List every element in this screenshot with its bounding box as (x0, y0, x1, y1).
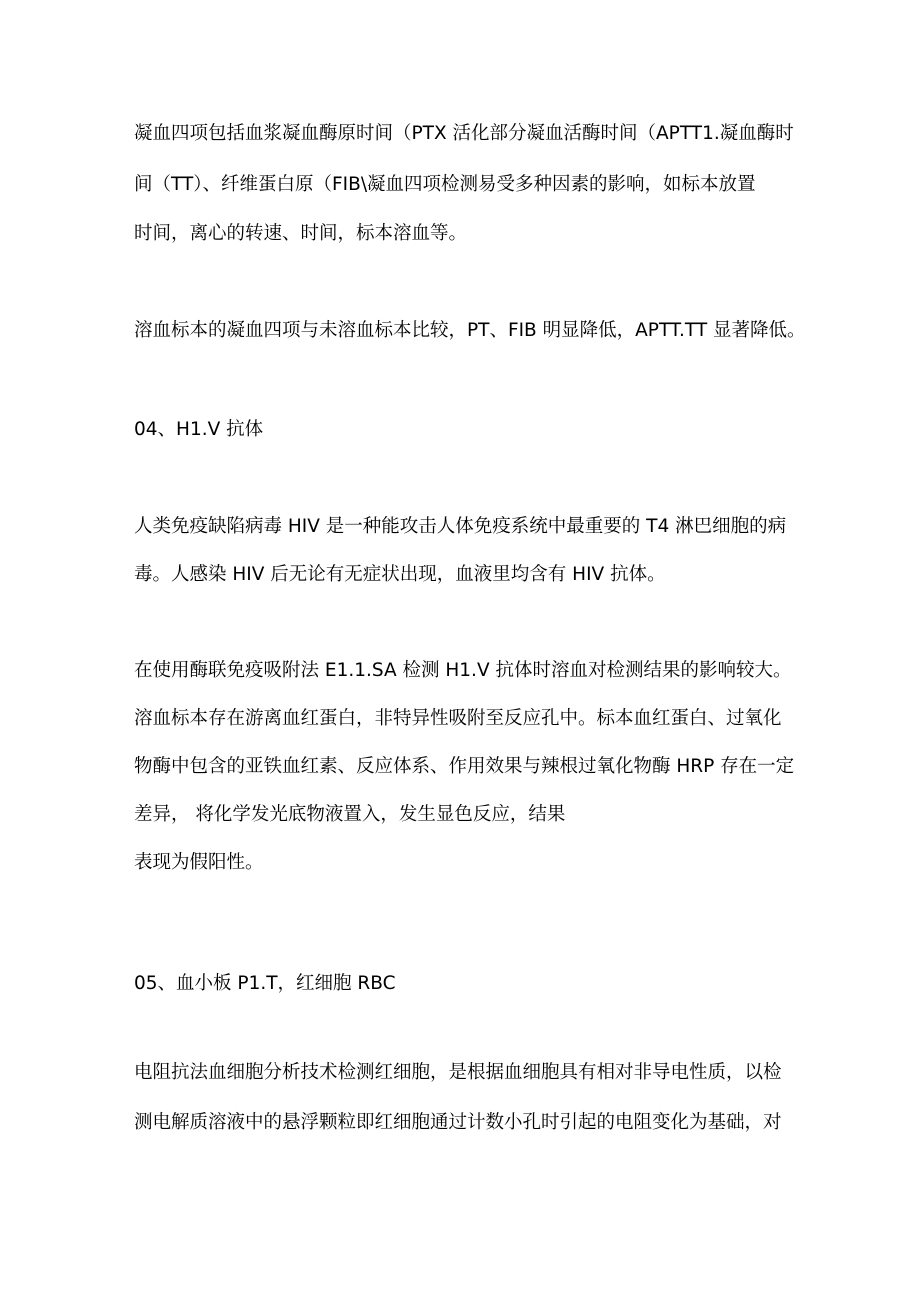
paragraph-impedance-line-1: 电阻抗法血细胞分析技术检测红细胞，是根据血细胞具有相对非导电性质，以检 (134, 1062, 782, 1083)
paragraph-hiv-line-1: 人类免疫缺陷病毒 HIV 是一种能攻击人体免疫系统中最重要的 T4 淋巴细胞的病 (134, 516, 787, 537)
paragraph-false-positive: 表现为假阳性。 (134, 852, 264, 873)
paragraph-impedance-line-2: 测电解质溶液中的悬浮颗粒即红细胞通过计数小孔时引起的电阻变化为基础，对 (134, 1112, 782, 1133)
paragraph-coagulation-line-2: 间（TT）、纤维蛋白原（FIB\凝血四项检测易受多种因素的影响，如标本放置 (134, 174, 756, 195)
paragraph-elisa-line-1: 在使用酶联免疫吸附法 E1.1.SA 检测 H1.V 抗体时溶血对检测结果的影响较大。 (134, 660, 792, 681)
paragraph-elisa-line-2: 溶血标本存在游离血红蛋白，非特异性吸附至反应孔中。标本血红蛋白、过氧化 (134, 708, 782, 729)
section-heading-hiv: 04、H1.V 抗体 (134, 419, 264, 440)
paragraph-coagulation-line-1: 凝血四项包括血浆凝血酶原时间（PTX 活化部分凝血活酶时间（APTT1.凝血酶时 (134, 123, 794, 144)
paragraph-coagulation-line-3: 时间，离心的转速、时间，标本溶血等。 (134, 223, 468, 244)
paragraph-elisa-line-3: 物酶中包含的亚铁血红素、反应体系、作用效果与辣根过氧化物酶 HRP 存在一定 (134, 756, 795, 777)
section-heading-platelet-rbc: 05、血小板 P1.T，红细胞 RBC (134, 973, 396, 994)
paragraph-elisa-line-4: 差异， 将化学发光底物液置入，发生显色反应，结果 (134, 804, 566, 825)
paragraph-hemolysis-comparison: 溶血标本的凝血四项与未溶血标本比较，PT、FIB 明显降低，APTT.TT 显著降低。 (134, 320, 806, 341)
paragraph-hiv-line-2: 毒。人感染 HIV 后无论有无症状出现，血液里均含有 HIV 抗体。 (134, 564, 666, 585)
